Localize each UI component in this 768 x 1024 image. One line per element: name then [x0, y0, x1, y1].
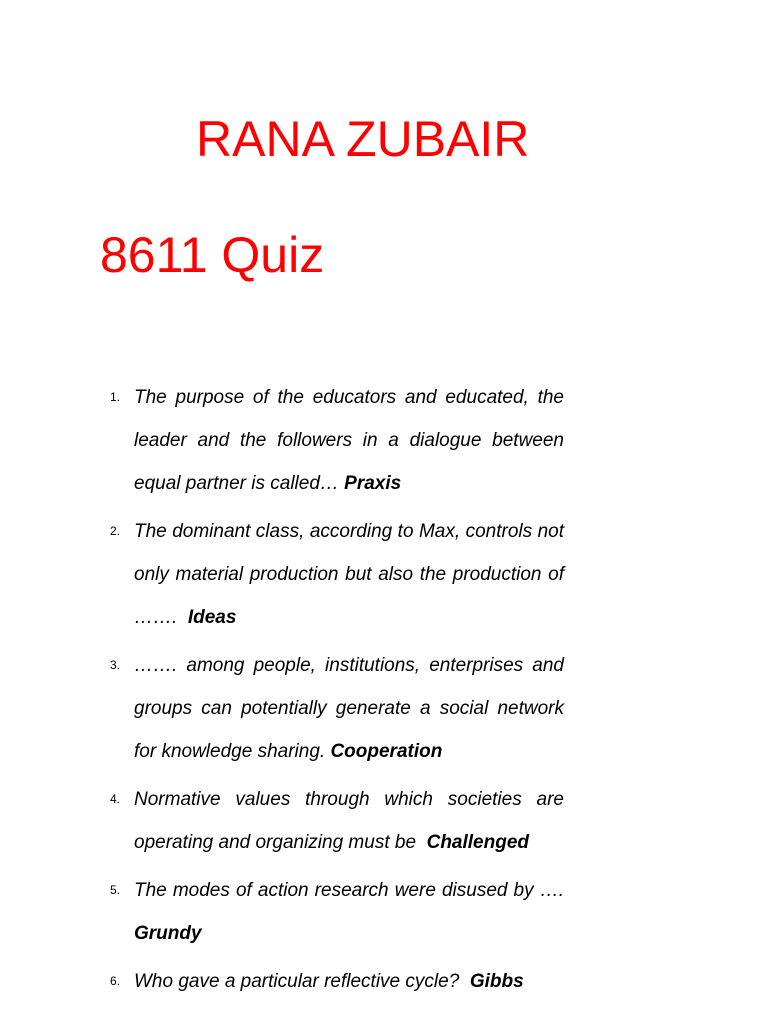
question-number: 5. [110, 883, 121, 897]
question-body [134, 960, 564, 1003]
question-item [0, 376, 768, 505]
question-text: The dominant class, according to Max, controls not only material production but also the production of ……. [134, 521, 564, 628]
question-body [134, 869, 564, 955]
question-text: ……. among people, institutions, enterprises and groups can potentially generate a social network for knowledge sharing. [134, 655, 564, 762]
question-answer: Gibbs [469, 971, 524, 992]
question-item [0, 778, 768, 864]
question-item [0, 960, 768, 1003]
quiz-title: 8611 Quiz [100, 227, 325, 283]
question-text: Who gave a particular reflective cycle? [134, 971, 460, 992]
question-answer: Grundy [134, 923, 202, 944]
question-number: 1. [110, 390, 121, 404]
question-answer: Ideas [187, 607, 237, 628]
author-heading: RANA ZUBAIR [196, 111, 530, 167]
question-body [134, 376, 564, 505]
question-text: The modes of action research were disused by …. [134, 880, 564, 901]
question-body [134, 644, 564, 773]
question-number: 6. [110, 974, 121, 988]
question-number: 4. [110, 792, 121, 806]
question-answer: Challenged [426, 832, 529, 853]
question-item [0, 510, 768, 639]
question-text: Normative values through which societies are operating and organizing must be [134, 789, 564, 853]
question-number: 2. [110, 524, 121, 538]
question-item [0, 869, 768, 955]
question-list [0, 376, 768, 1008]
question-body [134, 778, 564, 864]
question-text: The purpose of the educators and educated, the leader and the followers in a dialogue between equal partner is called… [134, 387, 564, 494]
question-answer: Praxis [344, 473, 402, 494]
question-item [0, 644, 768, 773]
question-number: 3. [110, 658, 121, 672]
question-answer: Cooperation [330, 741, 443, 762]
question-body [134, 510, 564, 639]
